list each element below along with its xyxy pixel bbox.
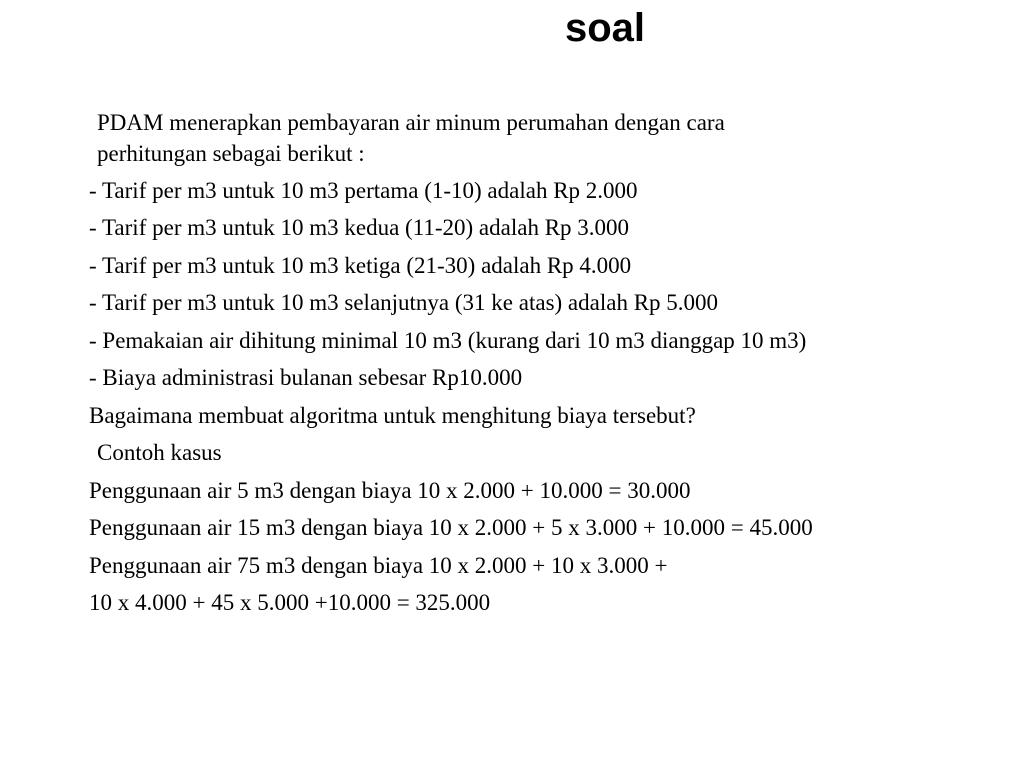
rule-admin-fee: - Biaya administrasi bulanan sebesar Rp10.000	[89, 365, 523, 390]
example-1: Penggunaan air 5 m3 dengan biaya 10 x 2.000 + 10.000 = 30.000	[89, 478, 691, 503]
rule-minimum: - Pemakaian air dihitung minimal 10 m3 (kurang dari 10 m3 dianggap 10 m3)	[89, 328, 807, 353]
slide-title: soal	[564, 6, 646, 50]
example-3-part-2: 10 x 4.000 + 45 x 5.000 +10.000 = 325.000	[89, 590, 491, 615]
examples-heading: Contoh kasus	[97, 440, 222, 465]
intro-line-2: perhitungan sebagai berikut :	[97, 141, 365, 166]
rule-tarif-1: - Tarif per m3 untuk 10 m3 pertama (1-10) adalah Rp 2.000	[89, 178, 638, 203]
example-2: Penggunaan air 15 m3 dengan biaya 10 x 2.000 + 5 x 3.000 + 10.000 = 45.000	[89, 515, 813, 540]
intro-line-1: PDAM menerapkan pembayaran air minum perumahan dengan cara	[97, 110, 725, 135]
question-text: Bagaimana membuat algoritma untuk menghitung biaya tersebut?	[89, 403, 696, 428]
rule-tarif-3: - Tarif per m3 untuk 10 m3 ketiga (21-30) adalah Rp 4.000	[89, 253, 632, 278]
rule-tarif-4: - Tarif per m3 untuk 10 m3 selanjutnya (31 ke atas) adalah Rp 5.000	[89, 290, 719, 315]
example-3-part-1: Penggunaan air 75 m3 dengan biaya 10 x 2.000 + 10 x 3.000 +	[89, 553, 668, 578]
rule-tarif-2: - Tarif per m3 untuk 10 m3 kedua (11-20) adalah Rp 3.000	[89, 215, 630, 240]
